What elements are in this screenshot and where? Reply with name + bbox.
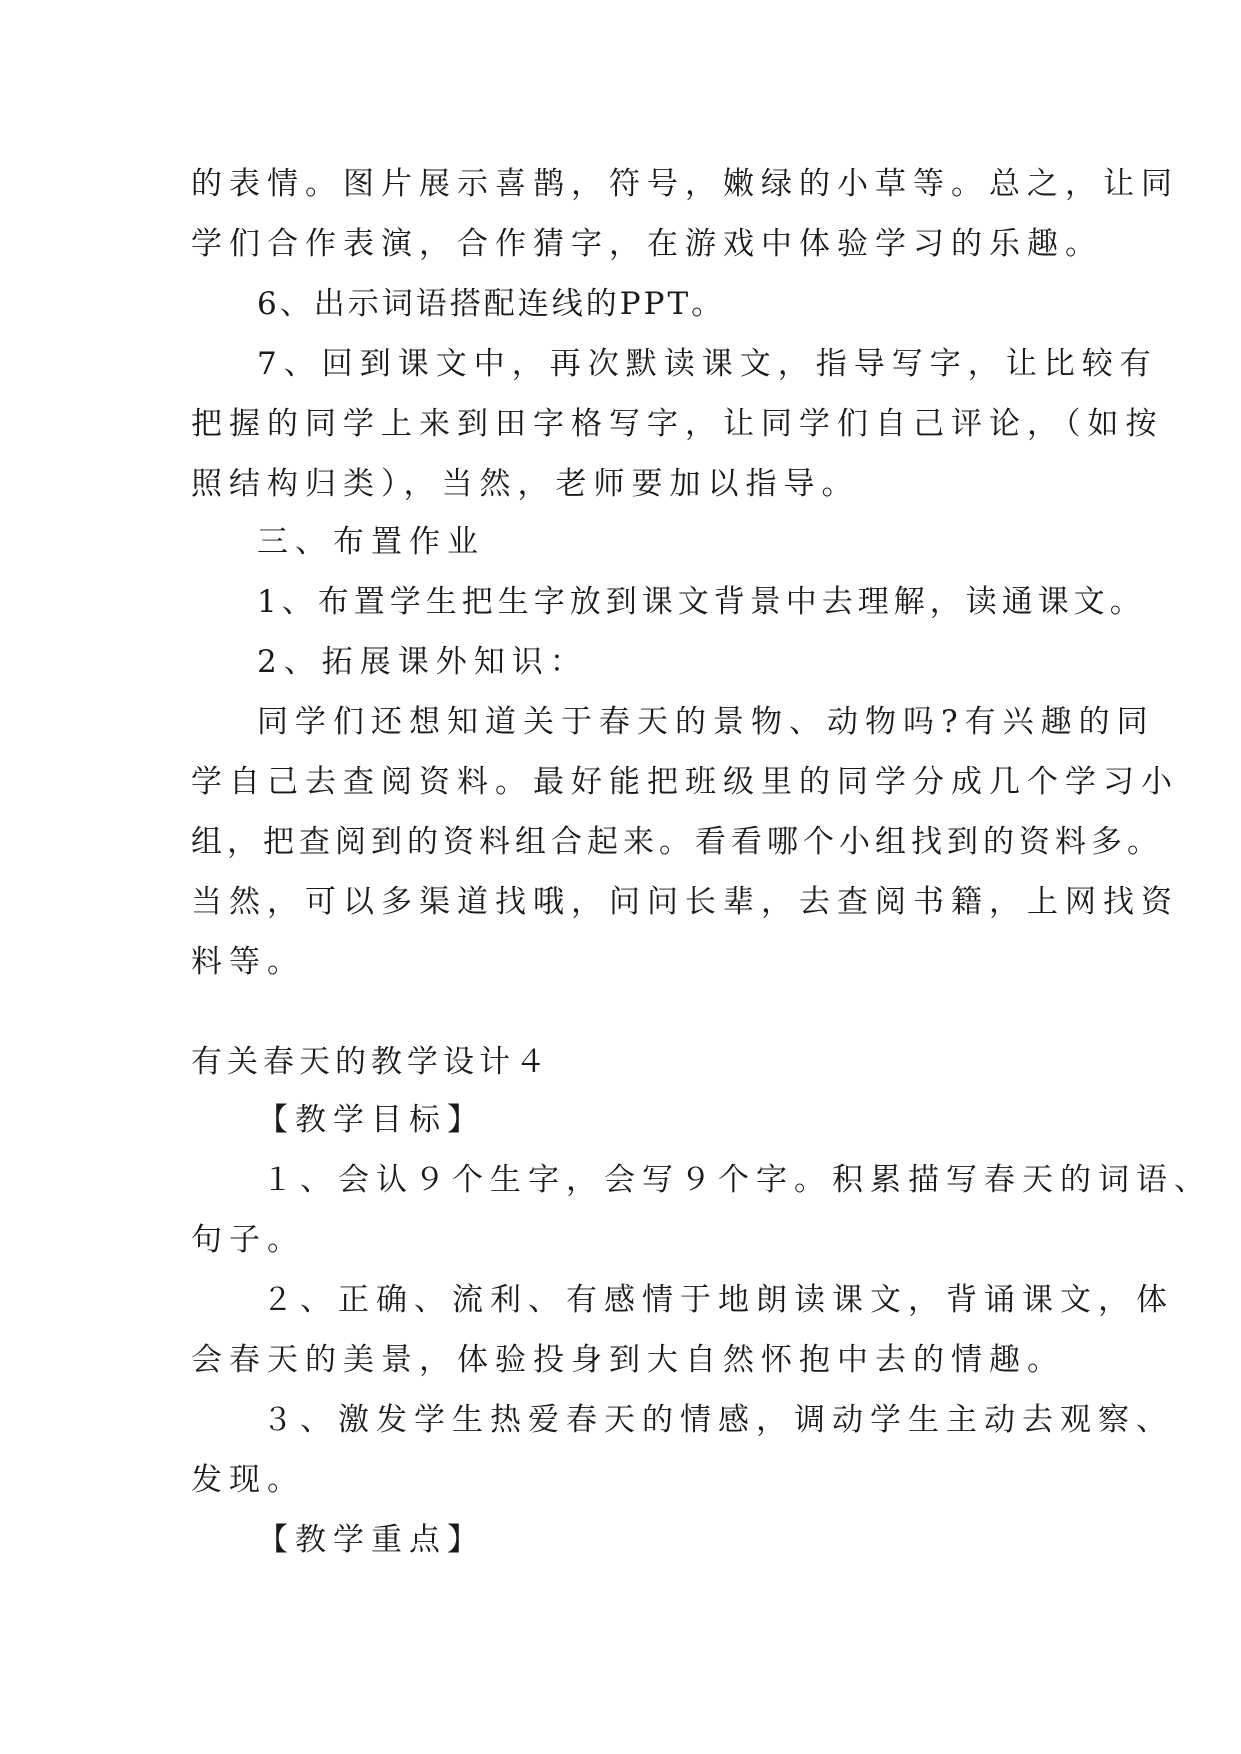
- text-line: 句子。: [191, 1222, 305, 1258]
- text-line: 当然，可以多渠道找哦，问问长辈，去查阅书籍，上网找资: [191, 884, 1179, 920]
- list-item: 6、出示词语搭配连线的PPT。: [257, 286, 726, 322]
- text-line: 组，把查阅到的资料组合起来。看看哪个小组找到的资料多。: [191, 824, 1163, 860]
- document-title: 有关春天的教学设计４: [191, 1044, 551, 1080]
- text-line: 学们合作表演，合作猜字，在游戏中体验学习的乐趣。: [191, 226, 1103, 262]
- list-item: ２、正确、流利、有感情于地朗读课文，背诵课文，体: [262, 1282, 1174, 1318]
- list-item: 1、布置学生把生字放到课文背景中去理解，读通课文。: [257, 584, 1146, 620]
- list-item: 2、拓展课外知识：: [257, 644, 588, 680]
- section-heading: 三、布置作业: [257, 524, 485, 560]
- list-item: １、会认９个生字，会写９个字。积累描写春天的词语、: [262, 1162, 1212, 1198]
- text-line: 会春天的美景，体验投身到大自然怀抱中去的情趣。: [191, 1342, 1065, 1378]
- section-heading: 【教学重点】: [257, 1522, 485, 1558]
- list-item: ３、激发学生热爱春天的情感，调动学生主动去观察、: [262, 1402, 1174, 1438]
- section-heading: 【教学目标】: [257, 1102, 485, 1138]
- list-item: 7、回到课文中，再次默读课文，指导写字，让比较有: [257, 346, 1158, 382]
- text-line: 学自己去查阅资料。最好能把班级里的同学分成几个学习小: [191, 764, 1179, 800]
- text-line: 同学们还想知道关于春天的景物、动物吗?有兴趣的同: [257, 704, 1155, 740]
- text-line: 的表情。图片展示喜鹊，符号，嫩绿的小草等。总之，让同: [191, 166, 1179, 202]
- text-line: 照结构归类），当然，老师要加以指导。: [191, 466, 860, 502]
- text-line: 把握的同学上来到田字格写字，让同学们自己评论，（如按: [191, 406, 1164, 442]
- text-line: 发现。: [191, 1462, 305, 1498]
- text-line: 料等。: [191, 944, 305, 980]
